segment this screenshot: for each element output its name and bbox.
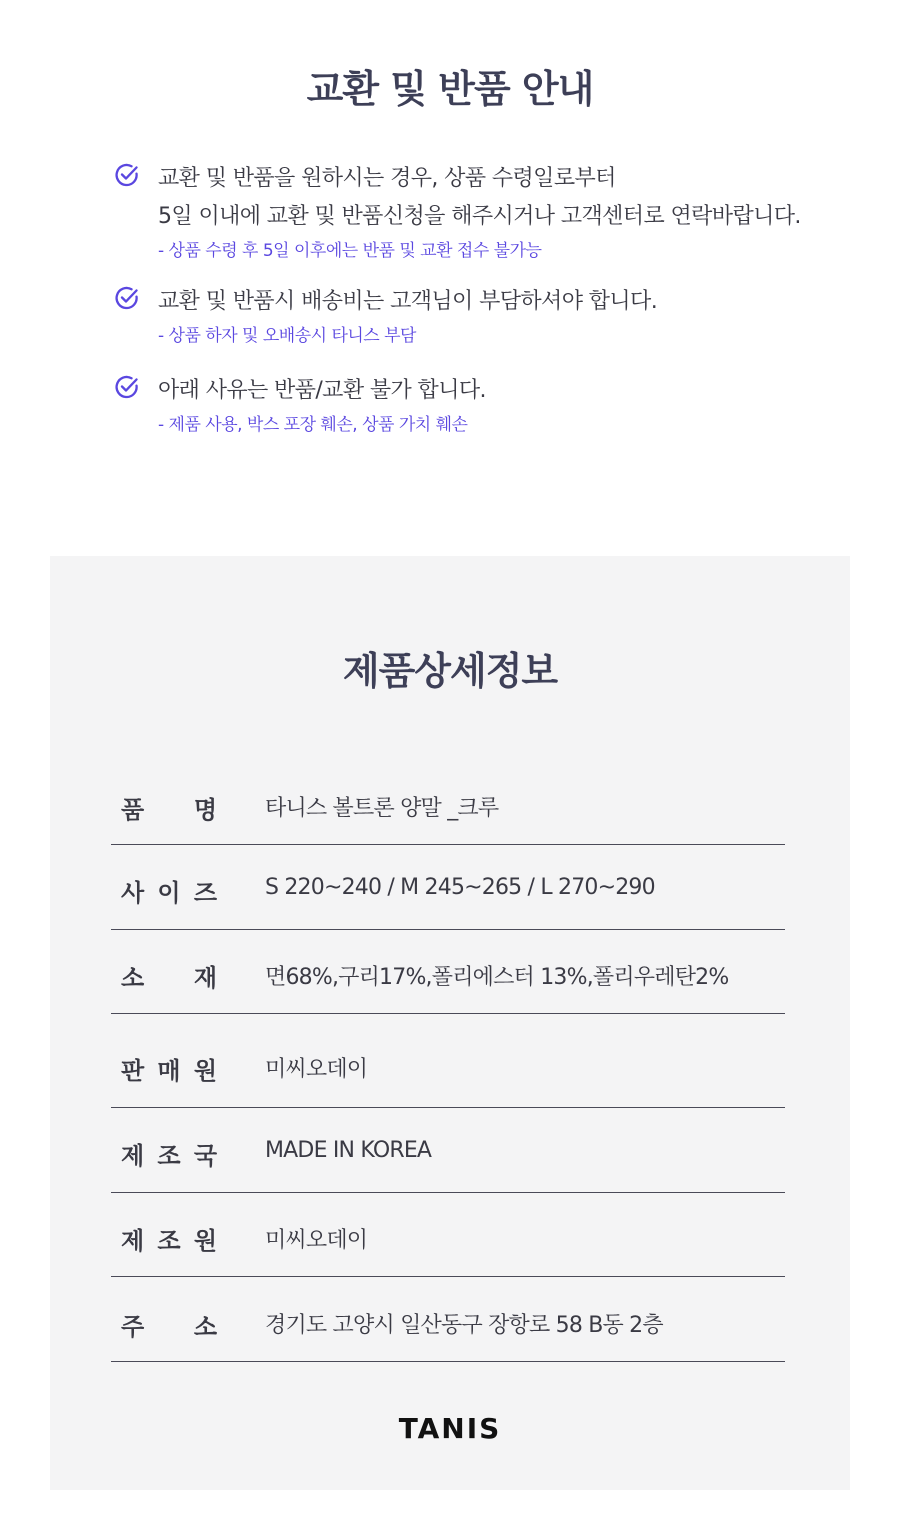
- check-circle-icon: [114, 374, 140, 400]
- spec-value: 면68%,구리17%,폴리에스터 13%,폴리우레탄2%: [265, 965, 729, 990]
- tanis-logo: TANIS: [398, 1412, 502, 1445]
- spec-label: 품 명: [121, 796, 217, 824]
- notice-note: - 상품 수령 후 5일 이후에는 반품 및 교환 접수 불가능: [158, 241, 542, 261]
- notice-text: 아래 사유는 반품/교환 불가 합니다.: [158, 378, 486, 403]
- check-circle-icon: [114, 162, 140, 188]
- spec-value: S 220~240 / M 245~265 / L 270~290: [265, 875, 655, 900]
- spec-value: 경기도 고양시 일산동구 장항로 58 B동 2층: [265, 1313, 663, 1338]
- notice-item-3: [114, 372, 834, 440]
- notice-text: 5일 이내에 교환 및 반품신청을 해주시거나 고객센터로 연락바랍니다.: [158, 204, 801, 229]
- product-details-title: 제품상세정보: [342, 649, 558, 693]
- spec-value: MADE IN KOREA: [265, 1138, 432, 1163]
- spec-label: 소 재: [121, 964, 217, 992]
- spec-value: 미씨오데이: [265, 1057, 368, 1082]
- notice-text: 교환 및 반품을 원하시는 경우, 상품 수령일로부터: [158, 166, 616, 191]
- check-circle-icon: [114, 285, 140, 311]
- spec-row-address: [111, 1277, 785, 1362]
- notice-item-1: [114, 160, 834, 266]
- notice-note: - 제품 사용, 박스 포장 훼손, 상품 가치 훼손: [158, 415, 468, 435]
- exchange-return-title: 교환 및 반품 안내: [306, 67, 594, 111]
- spec-row-product-name: [111, 776, 785, 845]
- spec-value: 미씨오데이: [265, 1228, 368, 1253]
- spec-row-seller: [111, 1014, 785, 1108]
- notice-note: - 상품 하자 및 오배송시 타니스 부담: [158, 326, 416, 346]
- notice-item-2: [114, 283, 834, 351]
- notice-text: 교환 및 반품시 배송비는 고객님이 부담하셔야 합니다.: [158, 289, 658, 314]
- spec-label: 주 소: [121, 1313, 217, 1341]
- product-details-panel: [50, 556, 850, 1490]
- spec-label: 판 매 원: [121, 1057, 217, 1085]
- spec-row-manufacturer: [111, 1193, 785, 1277]
- spec-label: 제 조 원: [121, 1227, 217, 1255]
- spec-label: 사 이 즈: [121, 879, 217, 907]
- spec-row-size: [111, 845, 785, 930]
- spec-row-country: [111, 1108, 785, 1193]
- spec-row-material: [111, 930, 785, 1014]
- spec-label: 제 조 국: [121, 1142, 217, 1170]
- spec-value: 타니스 볼트론 양말 _크루: [265, 796, 499, 821]
